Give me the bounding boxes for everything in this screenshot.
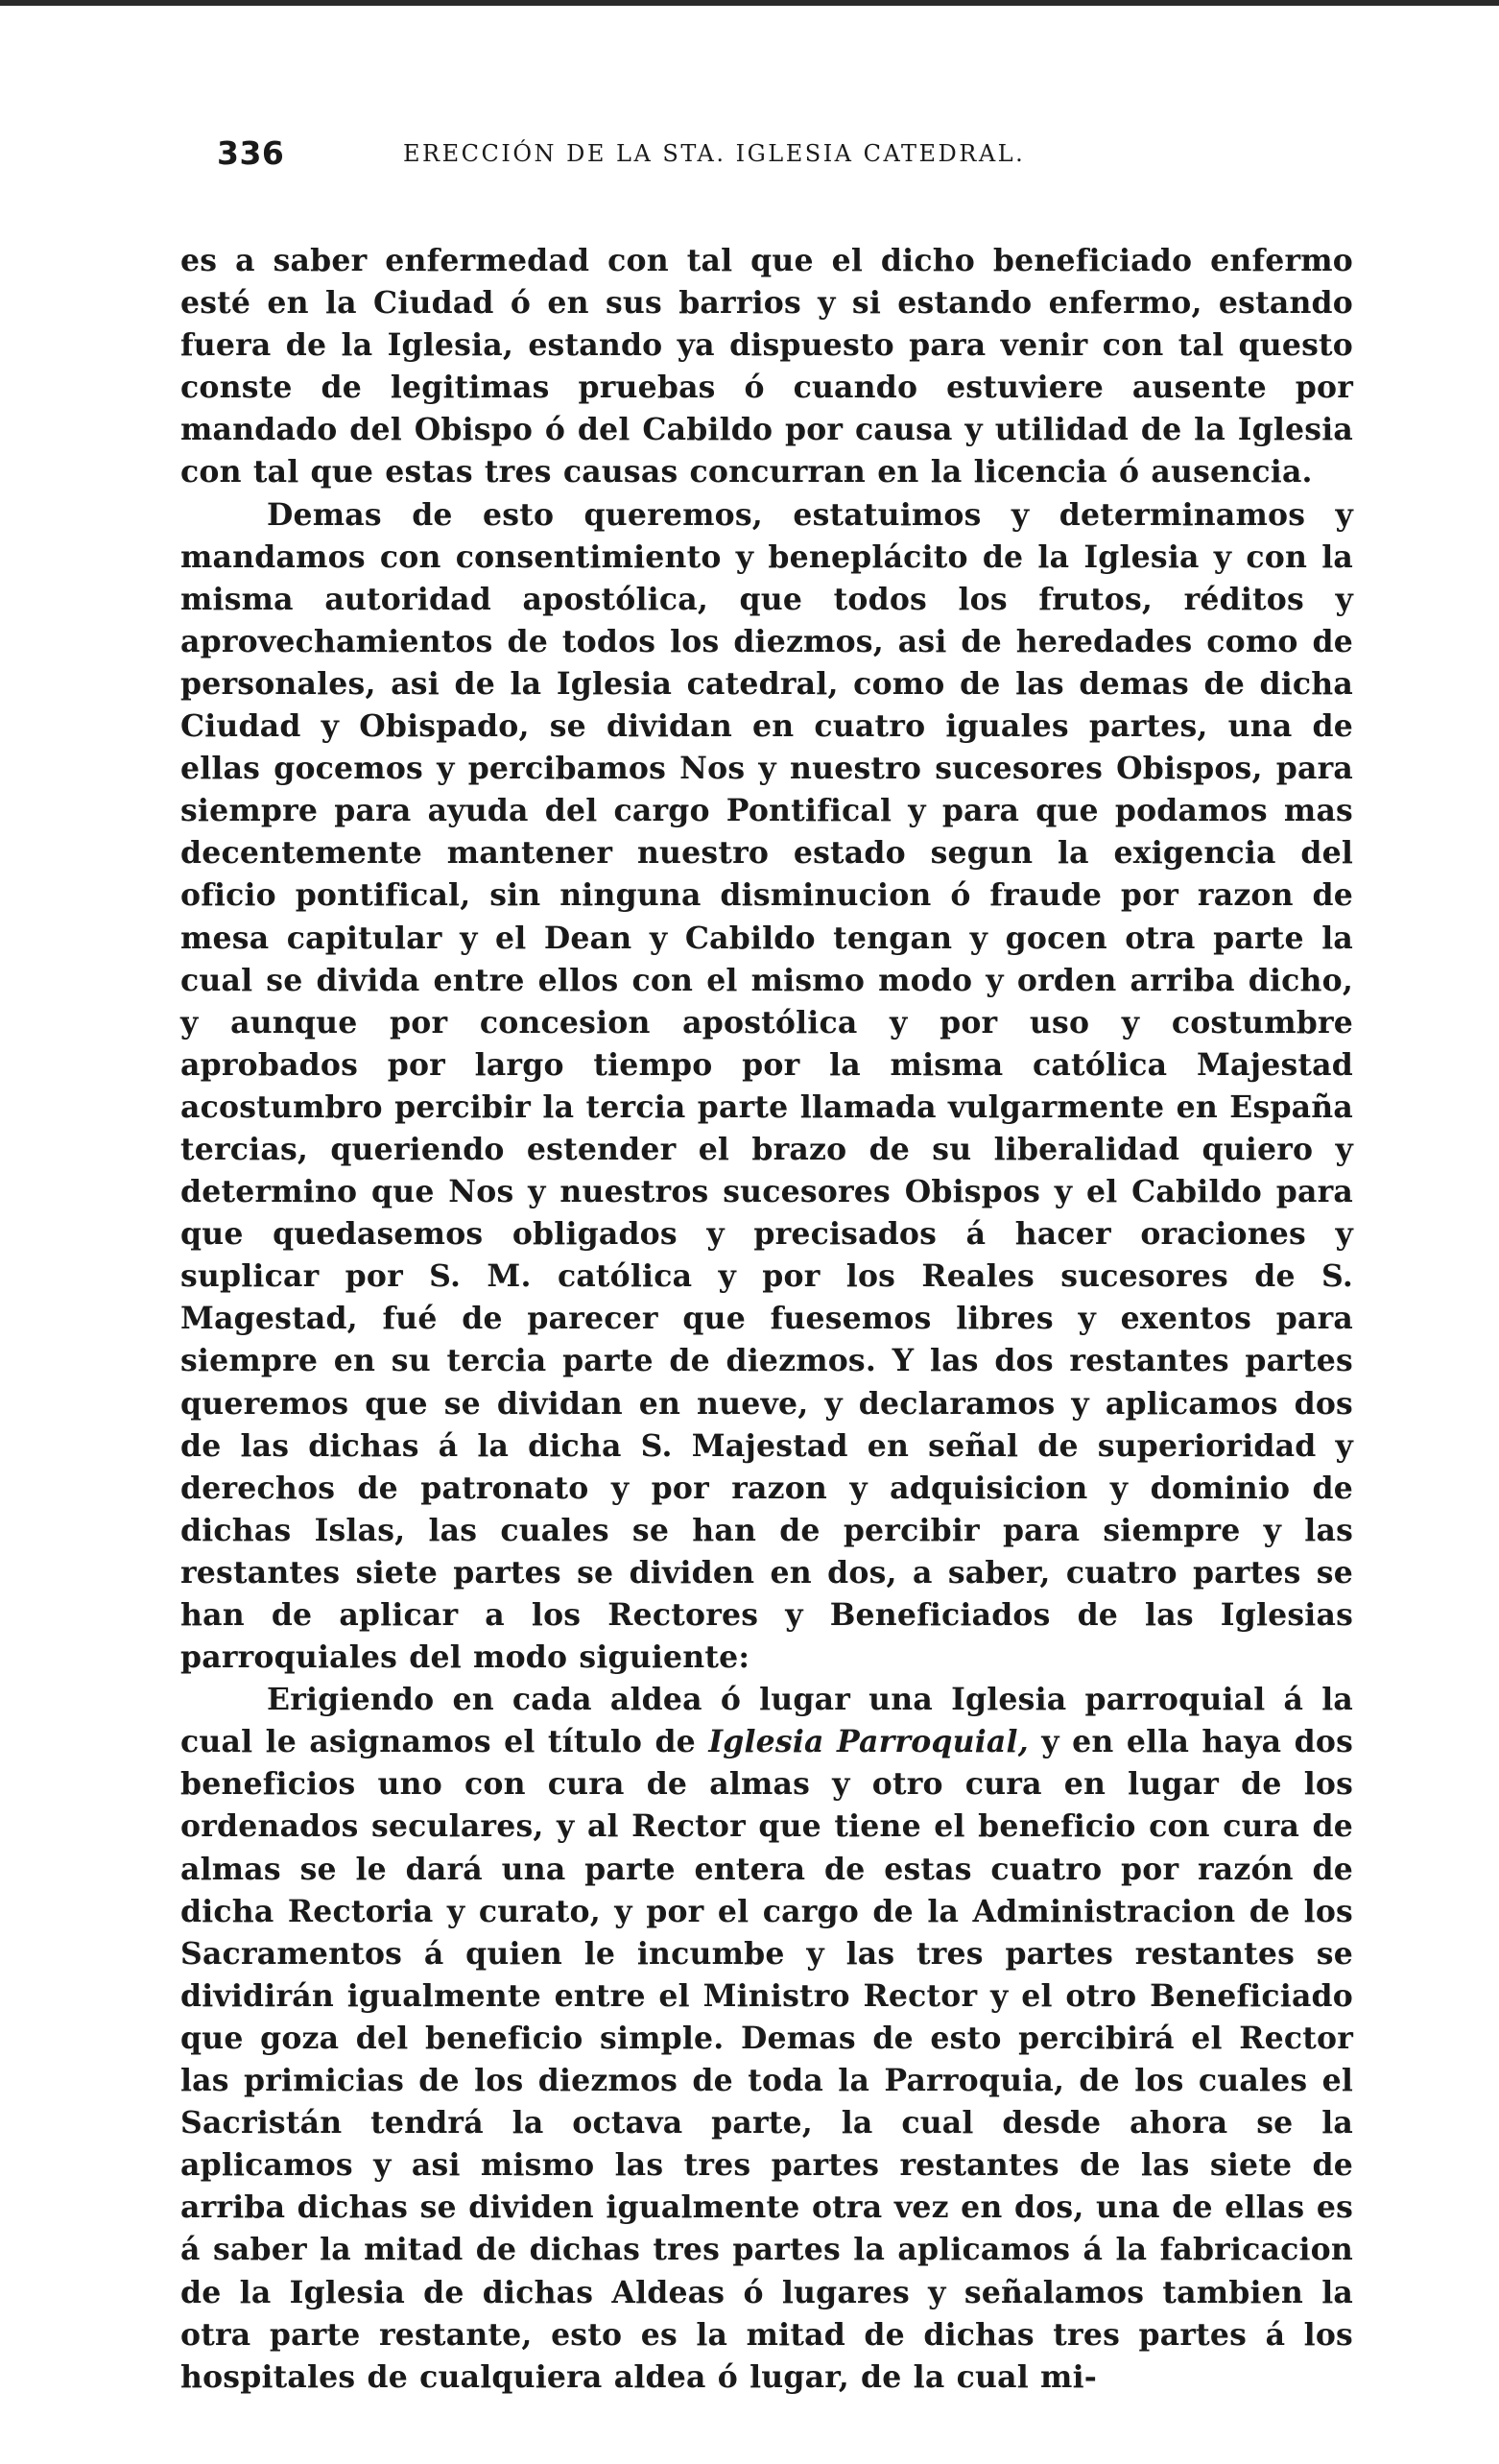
italic-title: Iglesia Parroquial, [708, 1724, 1029, 1760]
paragraph-parish-churches [180, 1679, 1353, 2399]
book-page [180, 134, 1353, 2399]
paragraph-tithe-division: Demas de esto queremos, estatuimos y determinamos y mandamos con consentimiento y beneplácito de la Iglesia y con la misma autoridad apostólica, que todos los frutos, réditos y aprovechamientos de todos los diezmos, asi de heredades como de personales, asi de la Iglesia catedral, como de las demas de dicha Ciudad y Obispado, se dividan en cuatro iguales partes, una de ellas gocemos y percibamos Nos y nuestro sucesores Obispos, para siempre para ayuda del cargo Pontifical y para que podamos mas decentemente mantener nuestro estado segun la exigencia del oficio pontifical, sin ninguna disminucion ó fraude por razon de mesa capitular y el Dean y Cabildo tengan y gocen otra parte la cual se divida entre ellos con el mismo modo y orden arriba dicho, y aunque por concesion apostólica y por uso y costumbre aprobados por largo tiempo por la misma católica Majestad acostumbro percibir la tercia parte llamada vulgarmente en España tercias, queriendo estender el brazo de su liberalidad quiero y determino que Nos y nuestros sucesores Obispos y el Cabildo para que quedasemos obligados y precisados á hacer oraciones y suplicar por S. M. católica y por los Reales sucesores de S. Magestad, fué de parecer que fuesemos libres y exentos para siempre en su tercia parte de diezmos. Y las dos restantes partes queremos que se dividan en nueve, y declaramos y aplicamos dos de las dichas á la dicha S. Majestad en señal de superioridad y derechos de patronato y por razon y adquisicion y dominio de dichas Islas, las cuales se han de percibir para siempre y las restantes siete partes se dividen en dos, a saber, cuatro partes se han de aplicar a los Rectores y Beneficiados de las Iglesias parroquiales del modo siguiente: [180, 496, 1353, 1676]
top-border-rule [0, 0, 1499, 6]
paragraph-text-end: y en ella haya dos beneficios uno con cura de almas y otro cura en lugar de los ordenados seculares, y al Rector que tiene el beneficio con cura de almas se le dará una parte entera de estas cuatro por razón de dicha Rectoria y curato, y por el cargo de la Administracion de los Sacramentos á quien le incumbe y las tres partes restantes se dividirán igualmente entre el Ministro Rector y el otro Beneficiado que goza del beneficio simple. Demas de esto percibirá el Rector las primicias de los diezmos de toda la Parroquia, de los cuales el Sacristán tendrá la octava parte, la cual desde ahora se la aplicamos y asi mismo las tres partes restantes de las siete de arriba dichas se dividen igualmente otra vez en dos, una de ellas es á saber la mitad de dichas tres partes la aplicamos á la fabricacion de la Iglesia de dichas Aldeas ó lugares y señalamos tambien la otra parte restante, esto es la mitad de dichas tres partes á los hospitales de cualquiera aldea ó lugar, de la cual mi- [180, 1724, 1354, 2395]
paragraph-text-start: Erigiendo en cada aldea ó lugar una Iglesia parroquial á la cual le asignamos el título de [180, 1682, 1353, 1760]
paragraph-continuation: es a saber enfermedad con tal que el dicho beneficiado enfermo esté en la Ciudad ó en sus barrios y si estando enfermo, estando fuera de la Iglesia, estando ya dispuesto para venir con tal questo conste de legitimas pruebas ó cuando estuviere ausente por mandado del Obispo ó del Cabildo por causa y utilidad de la Iglesia con tal que estas tres causas concurran en la licencia ó ausencia. [180, 243, 1353, 490]
running-head [180, 134, 1353, 180]
body-text [180, 240, 1353, 2399]
page-number: 336 [217, 134, 285, 172]
running-head-title: ERECCIÓN DE LA STA. IGLESIA CATEDRAL. [403, 140, 1026, 167]
